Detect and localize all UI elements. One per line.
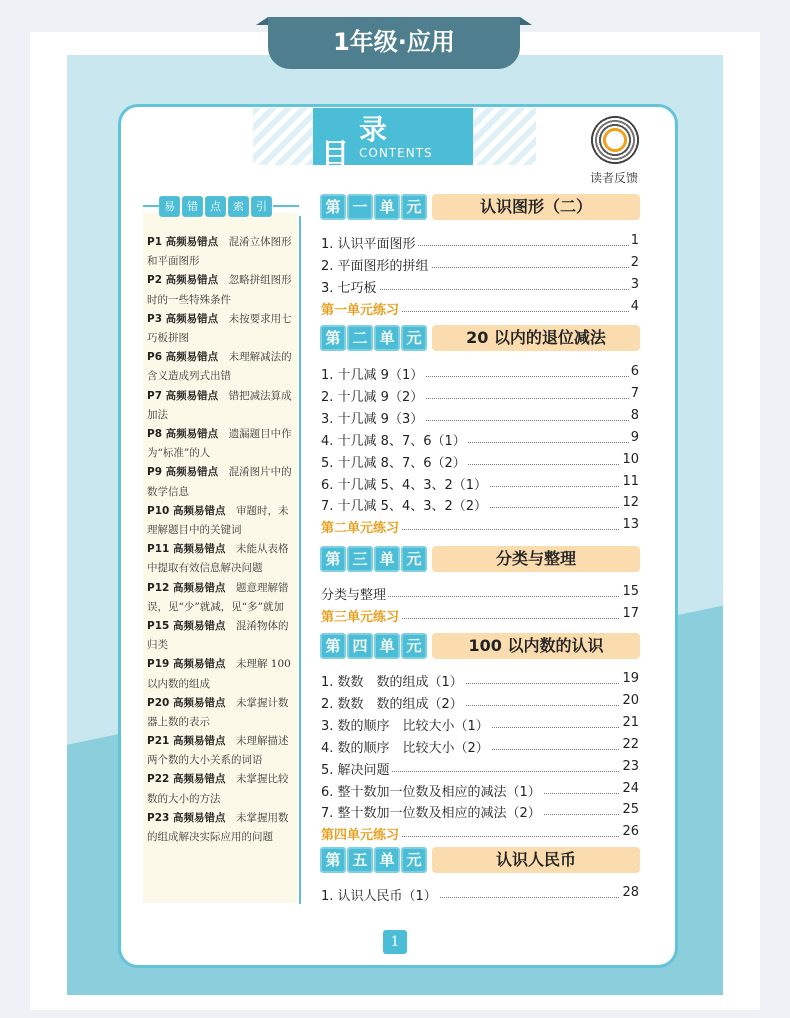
unit-title: 认识人民币 [432, 847, 640, 873]
index-item-tag: P19 高频易错点 [147, 658, 226, 671]
index-item-tag: P6 高频易错点 [147, 351, 219, 364]
index-item [147, 694, 297, 732]
index-item [147, 502, 297, 540]
index-item-desc: 混淆图片中的数学信息 [147, 466, 292, 498]
title-english: CONTENTS [359, 146, 433, 160]
toc-entry[interactable] [321, 781, 639, 799]
index-item-desc: 审题时，未理解题目中的关键词 [147, 504, 289, 536]
toc-entry-page: 12 [622, 495, 639, 511]
unit-label-char: 第 [320, 546, 346, 572]
index-heading-char: 错 [182, 196, 203, 217]
toc-entry-title: 第三单元练习 [321, 606, 401, 625]
toc-entry-page: 6 [630, 364, 639, 379]
unit-label-char: 元 [401, 847, 427, 873]
toc-entry[interactable] [321, 277, 639, 295]
unit-exercise-entry[interactable] [321, 606, 639, 624]
toc-entry-title: 4. 数的顺序 比较大小（2） [321, 737, 491, 756]
toc-entry-page: 28 [622, 885, 639, 900]
index-item-tag: P10 高频易错点 [147, 504, 226, 517]
index-item-desc: 错把减法算成加法 [147, 389, 292, 421]
index-item-desc: 未理解描述两个数的大小关系的词语 [147, 735, 289, 767]
unit-exercise-entry[interactable] [321, 299, 639, 317]
toc-entry-title: 第二单元练习 [321, 517, 401, 536]
toc-entry[interactable] [321, 759, 639, 777]
toc-entry-page: 2 [630, 254, 639, 270]
toc-entry-page: 7 [630, 385, 639, 401]
toc-entry[interactable] [321, 364, 639, 382]
index-item-tag: P11 高频易错点 [147, 543, 226, 556]
index-heading-char: 索 [228, 196, 249, 217]
toc-entry-title: 5. 十几减 8、7、6（2） [321, 452, 468, 471]
index-item-tag: P2 高频易错点 [147, 274, 219, 287]
index-heading-char: 点 [205, 196, 226, 217]
unit-title: 认识图形（二） [432, 194, 640, 220]
index-item-desc: 题意理解错误，见“少”就减，见“多”就加 [147, 581, 289, 613]
index-heading-char: 引 [251, 196, 272, 217]
unit-label-char: 元 [401, 633, 427, 659]
index-heading-char: 易 [159, 196, 180, 217]
index-item-tag: P12 高频易错点 [147, 581, 226, 594]
toc-entry-title: 2. 平面图形的拼组 [321, 255, 431, 274]
toc-entry-page: 13 [622, 517, 639, 533]
unit-title: 分类与整理 [432, 546, 640, 572]
toc-entry-title: 7. 十几减 5、4、3、2（2） [321, 495, 489, 514]
grade-tab: 1年级·应用 [268, 17, 520, 69]
error-index-list [147, 233, 297, 847]
contents-title [313, 108, 473, 170]
page-number: 1 [383, 930, 407, 954]
index-item [147, 233, 297, 271]
index-item-tag: P23 高频易错点 [147, 811, 226, 824]
index-item-desc: 混淆立体图形和平面图形 [147, 236, 292, 268]
index-item [147, 732, 297, 770]
index-item-desc: 未能从表格中提取有效信息解决问题 [147, 543, 289, 575]
title-char-mu: 目 [321, 137, 350, 170]
toc-entry[interactable] [321, 255, 639, 273]
index-item-tag: P15 高频易错点 [147, 619, 226, 632]
toc-entry-page: 19 [622, 671, 639, 686]
index-item-desc: 遗漏题目中作为“标准”的人 [147, 427, 292, 460]
toc-entry-title: 6. 整十数加一位数及相应的减法（1） [321, 781, 543, 800]
toc-entry-page: 26 [622, 824, 639, 840]
toc-entry[interactable] [321, 715, 639, 733]
unit-label-char: 第 [320, 847, 346, 873]
toc-entry[interactable] [321, 233, 639, 251]
toc-entry[interactable] [321, 386, 639, 404]
index-item [147, 579, 297, 617]
index-item-desc: 未理解减法的含义造成列式出错 [147, 351, 292, 383]
toc-entry[interactable] [321, 737, 639, 755]
toc-entry[interactable] [321, 474, 639, 492]
toc-entry[interactable] [321, 671, 639, 689]
index-item-tag: P3 高频易错点 [147, 312, 219, 325]
qr-code-icon[interactable] [588, 113, 642, 167]
unit-label-char: 五 [347, 847, 373, 873]
index-divider [299, 216, 301, 904]
unit-label-char: 单 [374, 847, 400, 873]
toc-entry-page: 21 [622, 714, 639, 730]
unit-label-char: 元 [401, 546, 427, 572]
unit-label-char: 二 [347, 325, 373, 351]
index-item-tag: P22 高频易错点 [147, 773, 226, 786]
toc-entry[interactable] [321, 430, 639, 448]
qr-label: 读者反馈 [590, 171, 639, 185]
index-item [147, 387, 297, 425]
toc-entry-title: 第四单元练习 [321, 824, 401, 843]
unit-exercise-entry[interactable] [321, 517, 639, 535]
toc-entry-title: 第一单元练习 [321, 299, 401, 318]
index-item [147, 348, 297, 386]
index-item-tag: P9 高频易错点 [147, 466, 219, 479]
index-item-desc: 混淆物体的归类 [147, 619, 289, 652]
unit-label-char: 第 [320, 325, 346, 351]
toc-entry-title: 1. 数数 数的组成（1） [321, 671, 465, 690]
unit-label-char: 一 [347, 194, 373, 220]
toc-entry-title: 1. 认识人民币（1） [321, 885, 439, 904]
index-item [147, 310, 297, 348]
index-item [147, 425, 297, 463]
index-item-desc: 未掌握比较数的大小的方法 [147, 773, 289, 805]
toc-entry-title: 3. 数的顺序 比较大小（1） [321, 715, 491, 734]
index-heading [159, 196, 273, 217]
unit-label-char: 四 [347, 633, 373, 659]
toc-entry-title: 6. 十几减 5、4、3、2（1） [321, 474, 489, 493]
index-item-desc: 未理解 100 以内数的组成 [147, 658, 291, 690]
toc-entry-page: 22 [622, 736, 639, 752]
toc-entry-page: 23 [622, 758, 639, 774]
unit-title: 20 以内的退位减法 [432, 325, 640, 351]
index-item-tag: P21 高频易错点 [147, 735, 226, 748]
toc-entry-title: 5. 解决问题 [321, 759, 392, 778]
toc-entry[interactable] [321, 495, 639, 513]
toc-entry-title: 分类与整理 [321, 584, 388, 603]
unit-label-char: 单 [374, 325, 400, 351]
unit-label-char: 第 [320, 633, 346, 659]
toc-entry-page: 24 [622, 780, 639, 796]
toc-entry-page: 10 [622, 451, 639, 467]
toc-entry-title: 3. 七巧板 [321, 277, 379, 296]
unit-label-char: 三 [347, 546, 373, 572]
index-item [147, 463, 297, 501]
toc-entry-page: 11 [622, 473, 639, 489]
toc-entry-page: 8 [630, 407, 639, 423]
unit-exercise-entry[interactable] [321, 824, 639, 842]
toc-entry[interactable] [321, 408, 639, 426]
toc-entry-title: 3. 十几减 9（3） [321, 408, 425, 427]
toc-entry-title: 2. 数数 数的组成（2） [321, 693, 465, 712]
index-item-desc: 未掌握计数器上数的表示 [147, 696, 289, 728]
index-item-desc: 忽略拼组图形时的一些特殊条件 [147, 274, 292, 306]
toc-entry-title: 2. 十几减 9（2） [321, 386, 425, 405]
unit-label-char: 元 [401, 325, 427, 351]
index-item-tag: P20 高频易错点 [147, 696, 226, 709]
toc-entry-page: 20 [622, 692, 639, 708]
index-item [147, 770, 297, 808]
toc-entry-title: 7. 整十数加一位数及相应的减法（2） [321, 802, 543, 821]
index-item-desc: 未按要求用七巧板拼图 [147, 312, 292, 344]
unit-label-char: 元 [401, 194, 427, 220]
unit-label-char: 单 [374, 546, 400, 572]
toc-entry-page: 4 [630, 298, 639, 314]
index-item-desc: 未掌握用数的组成解决实际应用的问题 [147, 811, 289, 844]
index-item [147, 540, 297, 578]
unit-label-char: 单 [374, 194, 400, 220]
toc-entry-page: 3 [630, 276, 639, 292]
title-char-lu: 录 [359, 113, 388, 146]
index-item [147, 655, 297, 693]
toc-entry-page: 15 [622, 584, 639, 599]
toc-entry-title: 1. 十几减 9（1） [321, 364, 425, 383]
toc-entry[interactable] [321, 693, 639, 711]
unit-label-char: 单 [374, 633, 400, 659]
index-item-tag: P7 高频易错点 [147, 389, 219, 402]
unit-title: 100 以内数的认识 [432, 633, 640, 659]
toc-entry[interactable] [321, 802, 639, 820]
toc-entry-page: 1 [630, 233, 639, 248]
index-item [147, 809, 297, 847]
toc-entry-page: 17 [622, 605, 639, 621]
toc-entry-page: 9 [630, 429, 639, 445]
index-item [147, 617, 297, 655]
toc-entry[interactable] [321, 452, 639, 470]
toc-entry[interactable] [321, 885, 639, 903]
index-item-tag: P1 高频易错点 [147, 236, 219, 248]
toc-entry-title: 1. 认识平面图形 [321, 233, 418, 252]
unit-label-char: 第 [320, 194, 346, 220]
index-item [147, 271, 297, 309]
toc-entry[interactable] [321, 584, 639, 602]
toc-entry-title: 4. 十几减 8、7、6（1） [321, 430, 468, 449]
toc-entry-page: 25 [622, 802, 639, 818]
index-item-tag: P8 高频易错点 [147, 427, 219, 440]
